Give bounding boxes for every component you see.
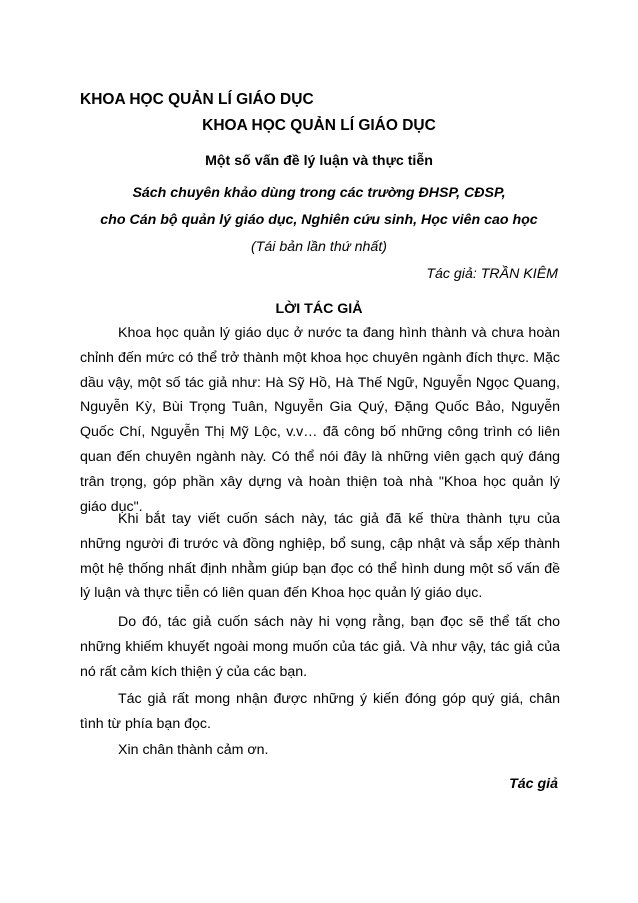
signature: Tác giả <box>509 776 558 792</box>
paragraph-5: Xin chân thành cảm ơn. <box>118 742 269 758</box>
section-heading: LỜI TÁC GIẢ <box>275 301 363 317</box>
audience-line-1: Sách chuyên khảo dùng trong các trường ĐHSP, CĐSP, <box>132 185 506 201</box>
paragraph-4: Tác giả rất mong nhận được những ý kiến đóng góp quý giá, chân tình từ phía bạn đọc. <box>80 691 560 732</box>
paragraph-1: Khoa học quản lý giáo dục ở nước ta đang hình thành và chưa hoàn chỉnh đến mức có thể trở thành một khoa học chuyên ngành đích thực. Mặc dầu vậy, một số tác giả như: Hà Sỹ Hồ, Hà Thế Ngữ, Nguyễn Ngọc Quang, Nguyễn Kỳ, Bùi Trọng Tuân, Nguyễn Gia Quý, Đặng Quốc Bảo, Nguyễn Quốc Chí, Nguyễn Thị Mỹ Lộc, v.v… đã công bố những công trình có liên quan đến chuyên ngành này. Có thể nói đây là những viên gạch quý đáng trân trọng, góp phần xây dựng và hoàn thiện toà nhà "Khoa học quản lý giáo dục". <box>80 325 560 515</box>
edition-note: (Tái bản lần thứ nhất) <box>251 239 387 255</box>
author-credit: Tác giả: TRẦN KIÊM <box>426 266 558 282</box>
title-line-1: KHOA HỌC QUẢN LÍ GIÁO DỤC <box>80 91 314 108</box>
paragraph-3: Do đó, tác giả cuốn sách này hi vọng rằng, bạn đọc sẽ thể tất cho những khiếm khuyết ngoài mong muốn của tác giả. Và như vậy, tác giả của nó rất cảm kích thiện ý của các bạn. <box>80 614 560 680</box>
title-line-2: KHOA HỌC QUẢN LÍ GIÁO DỤC <box>202 117 436 134</box>
paragraph-2: Khi bắt tay viết cuốn sách này, tác giả đã kế thừa thành tựu của những người đi trước và đồng nghiệp, bổ sung, cập nhật và sắp xếp thành một hệ thống nhất định nhằm giúp bạn đọc có thể hình dung một số vấn đề lý luận và thực tiễn có liên quan đến Khoa học quản lý giáo dục. <box>80 511 560 602</box>
audience-line-2: cho Cán bộ quản lý giáo dục, Nghiên cứu sinh, Học viên cao học <box>100 212 538 228</box>
book-subtitle: Một số vấn đề lý luận và thực tiễn <box>205 153 433 169</box>
